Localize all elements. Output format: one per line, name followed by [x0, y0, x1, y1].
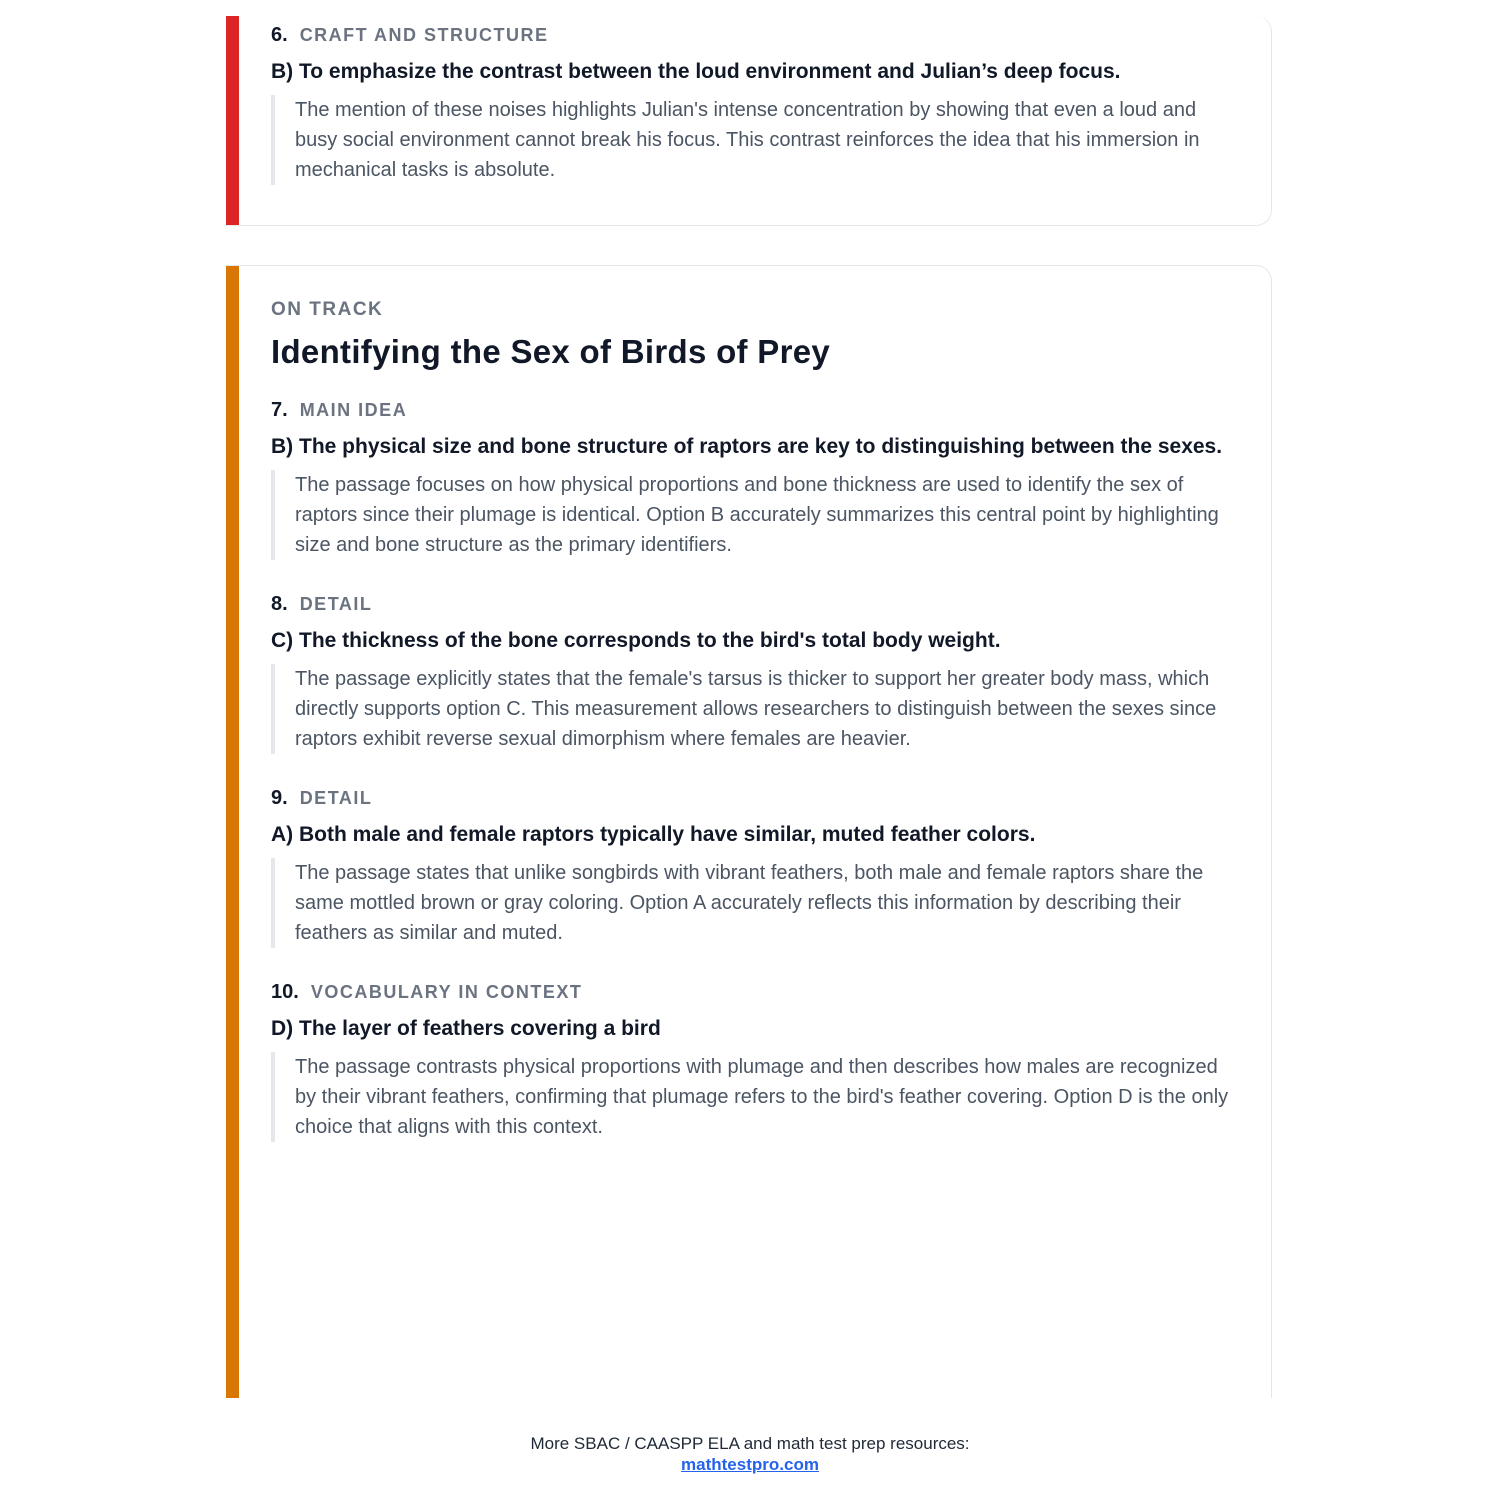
question-answer: D) The layer of feathers covering a bird: [271, 1017, 661, 1040]
question-explanation: The passage explicitly states that the female's tarsus is thicker to support her greater body mass, which directly supports option C. This measurement allows researchers to distinguish between the sexes since raptors exhibit reverse sexual dimorphism where females are heavier.: [271, 664, 1233, 754]
question-number: 7.: [271, 399, 288, 421]
question-header: [271, 21, 1233, 49]
status-label: ON TRACK: [271, 299, 384, 320]
card-content: [271, 21, 1233, 215]
question-type: DETAIL: [299, 594, 373, 614]
question-type: DETAIL: [299, 788, 373, 808]
question-answer: B) To emphasize the contrast between the loud environment and Julian’s deep focus.: [271, 60, 1121, 83]
question-block: [271, 978, 1233, 1142]
question-header: [271, 784, 1233, 812]
card-accent-bar: [226, 266, 239, 1398]
question-answer: B) The physical size and bone structure of raptors are key to distinguishing between the sexes.: [271, 435, 1223, 458]
question-number: 10.: [271, 981, 299, 1003]
question-answer: A) Both male and female raptors typically have similar, muted feather colors.: [271, 823, 1036, 846]
question-header: [271, 978, 1233, 1006]
question-type: CRAFT AND STRUCTURE: [299, 25, 549, 45]
question-block: [271, 21, 1233, 185]
question-number: 6.: [271, 24, 288, 46]
question-type: VOCABULARY IN CONTEXT: [310, 982, 583, 1002]
answer-card-previous: [226, 16, 1272, 226]
question-number: 9.: [271, 787, 288, 809]
answer-card-passage: [226, 265, 1272, 1398]
question-block: [271, 784, 1233, 948]
page-footer: [0, 1433, 1500, 1475]
question-type: MAIN IDEA: [299, 400, 408, 420]
card-accent-bar: [226, 16, 239, 225]
question-number: 8.: [271, 593, 288, 615]
card-content: [271, 298, 1233, 1172]
question-header: [271, 396, 1233, 424]
question-explanation: The passage contrasts physical proportions with plumage and then describes how males are recognized by their vibrant feathers, confirming that plumage refers to the bird's feather covering. Option D is the only choice that aligns with this context.: [271, 1052, 1233, 1142]
footer-link[interactable]: mathtestpro.com: [681, 1455, 819, 1474]
passage-title: Identifying the Sex of Birds of Prey: [271, 333, 831, 370]
question-block: [271, 396, 1233, 560]
question-explanation: The passage states that unlike songbirds with vibrant feathers, both male and female raptors share the same mottled brown or gray coloring. Option A accurately reflects this information by describing their feathers as similar and muted.: [271, 858, 1233, 948]
question-answer: C) The thickness of the bone corresponds to the bird's total body weight.: [271, 629, 1001, 652]
footer-text: More SBAC / CAASPP ELA and math test prep resources:: [530, 1434, 970, 1453]
question-header: [271, 590, 1233, 618]
question-explanation: The mention of these noises highlights Julian's intense concentration by showing that even a loud and busy social environment cannot break his focus. This contrast reinforces the idea that his immersion in mechanical tasks is absolute.: [271, 95, 1233, 185]
question-block: [271, 590, 1233, 754]
question-explanation: The passage focuses on how physical proportions and bone thickness are used to identify the sex of raptors since their plumage is identical. Option B accurately summarizes this central point by highlighting size and bone structure as the primary identifiers.: [271, 470, 1233, 560]
